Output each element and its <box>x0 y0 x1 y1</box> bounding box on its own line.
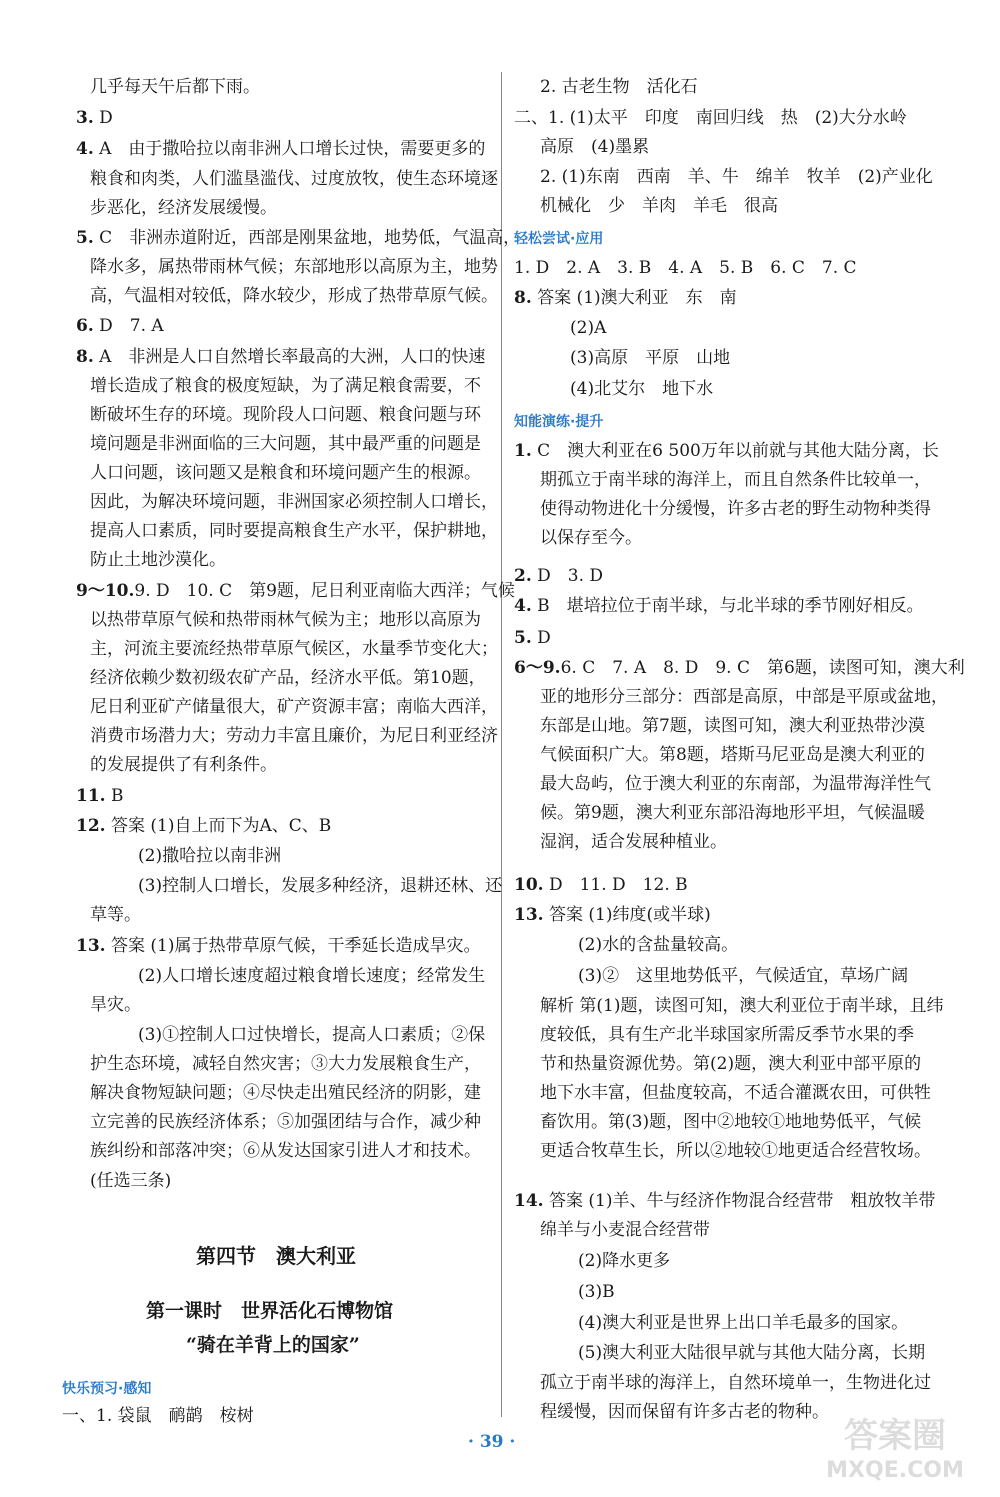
text-line <box>540 995 943 1017</box>
line-text: 步恶化，经济发展缓慢。 <box>90 198 277 218</box>
text-line <box>90 256 498 278</box>
text-line <box>90 76 260 98</box>
text-line <box>138 845 281 867</box>
question-number: 10. <box>514 875 544 895</box>
text-line <box>90 1082 481 1104</box>
line-text: 节和热量资源优势。第(2)题，澳大利亚中部平原的 <box>540 1054 922 1074</box>
text-line <box>514 595 924 617</box>
line-text: 度较低，具有生产北半球国家所需反季节水果的季 <box>540 1025 914 1045</box>
text-line <box>540 1024 914 1046</box>
line-text: 粮食和肉类，人们滥垦滥伐、过度放牧，使生态环境逐 <box>90 169 498 189</box>
line-text: 答案 (1)自上而下为A、C、B <box>105 816 332 836</box>
text-line <box>90 638 498 660</box>
line-text: 消费市场潜力大；劳动力丰富且廉价，为尼日利亚经济 <box>90 726 498 746</box>
text-line <box>76 815 331 837</box>
line-text: 9. D 10. C 第9题，尼日利亚南临大西洋；气候 <box>134 581 515 601</box>
text-line <box>90 168 498 190</box>
text-line <box>578 1342 925 1364</box>
line-text: (4)澳大利亚是世界上出口羊毛最多的国家。 <box>578 1313 909 1333</box>
line-text: 立完善的民族经济体系；⑤加强团结与合作，减少种 <box>90 1112 481 1132</box>
text-line <box>76 138 485 160</box>
text-line <box>138 965 485 987</box>
line-text: B <box>105 786 124 806</box>
line-text: (2)人口增长速度超过粮食增长速度；经常发生 <box>138 966 486 986</box>
line-text: (2)水的含盐量较高。 <box>578 935 739 955</box>
line-text: 草等。 <box>90 905 141 925</box>
line-text: 2. (1)东南 西南 羊、牛 绵羊 牧羊 (2)产业化 <box>540 167 933 187</box>
text-line <box>514 874 688 896</box>
line-text: 气候面积广大。第8题，塔斯马尼亚岛是澳大利亚的 <box>540 745 925 765</box>
line-text: 答案 (1)纬度(或半球) <box>543 905 711 925</box>
line-text: 1. D 2. A 3. B 4. A 5. B 6. C 7. C <box>514 258 857 278</box>
line-text: 旱灾。 <box>90 995 141 1015</box>
text-line <box>90 904 141 926</box>
text-line <box>514 287 737 309</box>
text-line <box>514 657 965 679</box>
text-line <box>540 1140 931 1162</box>
lesson-subtitle: “骑在羊背上的国家” <box>186 1334 360 1356</box>
line-text: A 由于撒哈拉以南非洲人口增长过快，需要更多的 <box>93 139 486 159</box>
text-line <box>514 565 603 587</box>
text-line <box>76 935 480 957</box>
question-number: 4. <box>76 139 94 159</box>
line-text: D <box>531 628 551 648</box>
line-text: 机械化 少 羊肉 羊毛 很高 <box>540 196 778 216</box>
line-text: 的发展提供了有利条件。 <box>90 755 277 775</box>
text-line <box>90 725 498 747</box>
question-number: 8. <box>76 347 94 367</box>
text-line <box>90 285 498 307</box>
line-text: 提高人口素质，同时要提高粮食生产水平，保护耕地， <box>90 521 498 541</box>
text-line <box>76 315 164 337</box>
line-text: 几乎每天午后都下雨。 <box>90 77 260 97</box>
text-line <box>540 527 642 549</box>
line-text: 增长造成了粮食的极度短缺，为了满足粮食需要，不 <box>90 376 481 396</box>
line-text: 人口问题，该问题又是粮食和环境问题产生的根源。 <box>90 463 481 483</box>
text-line <box>90 1140 481 1162</box>
line-text: 东部是山地。第7题，读图可知，澳大利亚热带沙漠 <box>540 716 925 736</box>
text-line <box>578 1281 615 1303</box>
line-text: 程缓慢，因而保留有许多古老的物种。 <box>540 1402 829 1422</box>
page-number: · 39 · <box>468 1432 516 1452</box>
text-line <box>90 404 481 426</box>
line-text: 境问题是非洲面临的三大问题，其中最严重的问题是 <box>90 434 481 454</box>
text-line <box>578 965 908 987</box>
line-text: D 11. D 12. B <box>543 875 688 895</box>
text-line <box>540 469 931 491</box>
line-text: 族纠纷和部落冲突；⑥从发达国家引进人才和技术。 <box>90 1141 481 1161</box>
question-number: 2. <box>514 566 532 586</box>
line-text: 解决食物短缺问题；④尽快走出殖民经济的阴影，建 <box>90 1083 481 1103</box>
question-number: 5. <box>76 228 94 248</box>
line-text: 答案 (1)属于热带草原气候，干季延长造成旱灾。 <box>105 936 481 956</box>
question-number: 1. <box>514 441 532 461</box>
text-line <box>514 107 907 129</box>
text-line <box>540 1372 931 1394</box>
text-line <box>90 549 226 571</box>
line-text: 以保存至今。 <box>540 528 642 548</box>
lesson-title: 第一课时 世界活化石博物馆 <box>146 1300 394 1322</box>
line-text: 断破坏生存的环境。现阶段人口问题、粮食问题与环 <box>90 405 481 425</box>
section-heading: 轻松尝试·应用 <box>514 231 604 247</box>
line-text: 高原 (4)墨累 <box>540 137 650 157</box>
line-text: (3)B <box>578 1282 615 1302</box>
line-text: D 7. A <box>93 316 164 336</box>
line-text: (3)高原 平原 山地 <box>570 348 731 368</box>
text-line <box>540 1111 921 1133</box>
text-line <box>90 491 498 513</box>
line-text: 亚的地形分三部分：西部是高原，中部是平原或盆地， <box>540 687 948 707</box>
text-line <box>540 498 931 520</box>
line-text: (2)降水更多 <box>578 1251 671 1271</box>
question-number: 5. <box>514 628 532 648</box>
question-number: 9～10. <box>76 581 135 601</box>
line-text: 因此，为解决环境问题，非洲国家必须控制人口增长， <box>90 492 498 512</box>
text-line <box>90 754 277 776</box>
line-text: 防止土地沙漠化。 <box>90 550 226 570</box>
line-text: C 非洲赤道附近，西部是刚果盆地，地势低，气温高， <box>93 228 521 248</box>
line-text: 期孤立于南半球的海洋上，而且自然条件比较单一， <box>540 470 931 490</box>
question-number: 12. <box>76 816 106 836</box>
text-line <box>138 1024 485 1046</box>
line-text: 以热带草原气候和热带雨林气候为主；地形以高原为 <box>90 610 481 630</box>
text-line <box>540 1053 921 1075</box>
line-text: 地下水丰富，但盐度较高，不适合灌溉农田，可供牲 <box>540 1083 931 1103</box>
text-line <box>540 136 649 158</box>
line-text: A 非洲是人口自然增长率最高的大洲，人口的快速 <box>93 347 486 367</box>
section-heading: 知能演练·提升 <box>514 414 604 430</box>
line-text: 经济依赖少数初级农矿产品，经济水平低。第10题， <box>90 668 486 688</box>
text-line <box>76 227 520 249</box>
question-number: 6. <box>76 316 94 336</box>
text-line <box>76 346 485 368</box>
question-number: 13. <box>76 936 106 956</box>
text-line <box>90 609 481 631</box>
text-line <box>90 462 481 484</box>
text-line <box>76 107 113 129</box>
line-text: (3)①控制人口过快增长，提高人口素质；②保 <box>138 1025 486 1045</box>
line-text: 答案 (1)澳大利亚 东 南 <box>531 288 737 308</box>
text-line <box>578 934 738 956</box>
line-text: 高，气温相对较低，降水较少，形成了热带草原气候。 <box>90 286 498 306</box>
text-line <box>540 166 933 188</box>
text-line <box>514 257 857 279</box>
text-line <box>540 76 698 98</box>
line-text: (5)澳大利亚大陆很早就与其他大陆分离，长期 <box>578 1343 926 1363</box>
question-number: 13. <box>514 905 544 925</box>
line-text: 护生态环境，减轻自然灾害；③大力发展粮食生产， <box>90 1054 481 1074</box>
line-text: 更适合牧草生长，所以②地较①地更适合经营牧场。 <box>540 1141 931 1161</box>
line-text: 2. 古老生物 活化石 <box>540 77 698 97</box>
text-line <box>90 375 481 397</box>
question-number: 11. <box>76 786 106 806</box>
text-line <box>90 1111 481 1133</box>
text-line <box>540 1219 710 1241</box>
watermark-logo <box>810 1402 980 1487</box>
text-line <box>90 1053 481 1075</box>
text-line <box>540 773 931 795</box>
line-text: (3)② 这里地势低平，气候适宜，草场广阔 <box>578 966 909 986</box>
line-text: 候。第9题，澳大利亚东部沿海地形平坦，气候温暖 <box>540 803 925 823</box>
text-line <box>514 1190 935 1212</box>
line-text: (4)北艾尔 地下水 <box>570 379 714 399</box>
line-text: 孤立于南半球的海洋上，自然环境单一，生物进化过 <box>540 1373 931 1393</box>
text-line <box>62 1405 254 1427</box>
question-number: 14. <box>514 1191 544 1211</box>
line-text: 答案 (1)羊、牛与经济作物混合经营带 粗放牧羊带 <box>543 1191 936 1211</box>
text-line <box>578 1312 908 1334</box>
line-text: (2)撒哈拉以南非洲 <box>138 846 282 866</box>
column-divider <box>501 72 502 1417</box>
text-line <box>540 715 925 737</box>
line-text: (任选三条) <box>90 1171 172 1191</box>
text-line <box>540 1401 829 1423</box>
svg-text:MXQE.COM: MXQE.COM <box>826 1458 964 1483</box>
line-text: 绵羊与小麦混合经营带 <box>540 1220 710 1240</box>
line-text: 主，河流主要流经热带草原气候区，水量季节变化大； <box>90 639 498 659</box>
line-text: 湿润，适合发展种植业。 <box>540 832 727 852</box>
text-line <box>570 317 606 339</box>
svg-text:答案圈: 答案圈 <box>844 1416 946 1456</box>
line-text: 使得动物进化十分缓慢，许多古老的野生动物种类得 <box>540 499 931 519</box>
text-line <box>90 667 486 689</box>
text-line <box>90 433 481 455</box>
line-text: D 3. D <box>531 566 604 586</box>
section-title: 第四节 澳大利亚 <box>196 1244 356 1268</box>
text-line <box>514 627 551 649</box>
line-text: 降水多，属热带雨林气候；东部地形以高原为主，地势 <box>90 257 498 277</box>
line-text: C 澳大利亚在6 500万年以前就与其他大陆分离，长 <box>531 441 939 461</box>
question-number: 6～9. <box>514 658 561 678</box>
text-line <box>514 440 939 462</box>
section-heading-preview: 快乐预习·感知 <box>62 1381 152 1397</box>
text-line <box>540 686 948 708</box>
text-line <box>90 197 277 219</box>
text-line <box>90 520 498 542</box>
text-line <box>138 875 502 897</box>
text-line <box>514 904 711 926</box>
question-number: 3. <box>76 108 94 128</box>
question-number: 4. <box>514 596 532 616</box>
line-text: 二、1. (1)太平 印度 南回归线 热 (2)大分水岭 <box>514 108 907 128</box>
text-line <box>540 802 925 824</box>
text-line <box>540 744 925 766</box>
line-text: 一、1. 袋鼠 鸸鹋 桉树 <box>62 1406 254 1426</box>
text-line <box>90 696 498 718</box>
line-text: 6. C 7. A 8. D 9. C 第6题，读图可知，澳大利 <box>560 658 965 678</box>
text-line <box>90 1170 171 1192</box>
text-line <box>76 580 515 602</box>
text-line <box>570 347 730 369</box>
text-line <box>540 1082 931 1104</box>
text-line <box>578 1250 670 1272</box>
text-line <box>540 831 727 853</box>
line-text: B 堪培拉位于南半球，与北半球的季节刚好相反。 <box>531 596 924 616</box>
line-text: 最大岛屿，位于澳大利亚的东南部，为温带海洋性气 <box>540 774 931 794</box>
line-text: 畜饮用。第(3)题，图中②地较①地地势低平，气候 <box>540 1112 922 1132</box>
line-text: (2)A <box>570 318 607 338</box>
line-text: 解析 第(1)题，读图可知，澳大利亚位于南半球，且纬 <box>540 996 944 1016</box>
text-line <box>540 195 778 217</box>
question-number: 8. <box>514 288 532 308</box>
text-line <box>90 994 141 1016</box>
text-line <box>570 378 713 400</box>
line-text: D <box>93 108 113 128</box>
line-text: (3)控制人口增长，发展多种经济，退耕还林、还 <box>138 876 503 896</box>
text-line <box>76 785 123 807</box>
line-text: 尼日利亚矿产储量很大，矿产资源丰富；南临大西洋， <box>90 697 498 717</box>
